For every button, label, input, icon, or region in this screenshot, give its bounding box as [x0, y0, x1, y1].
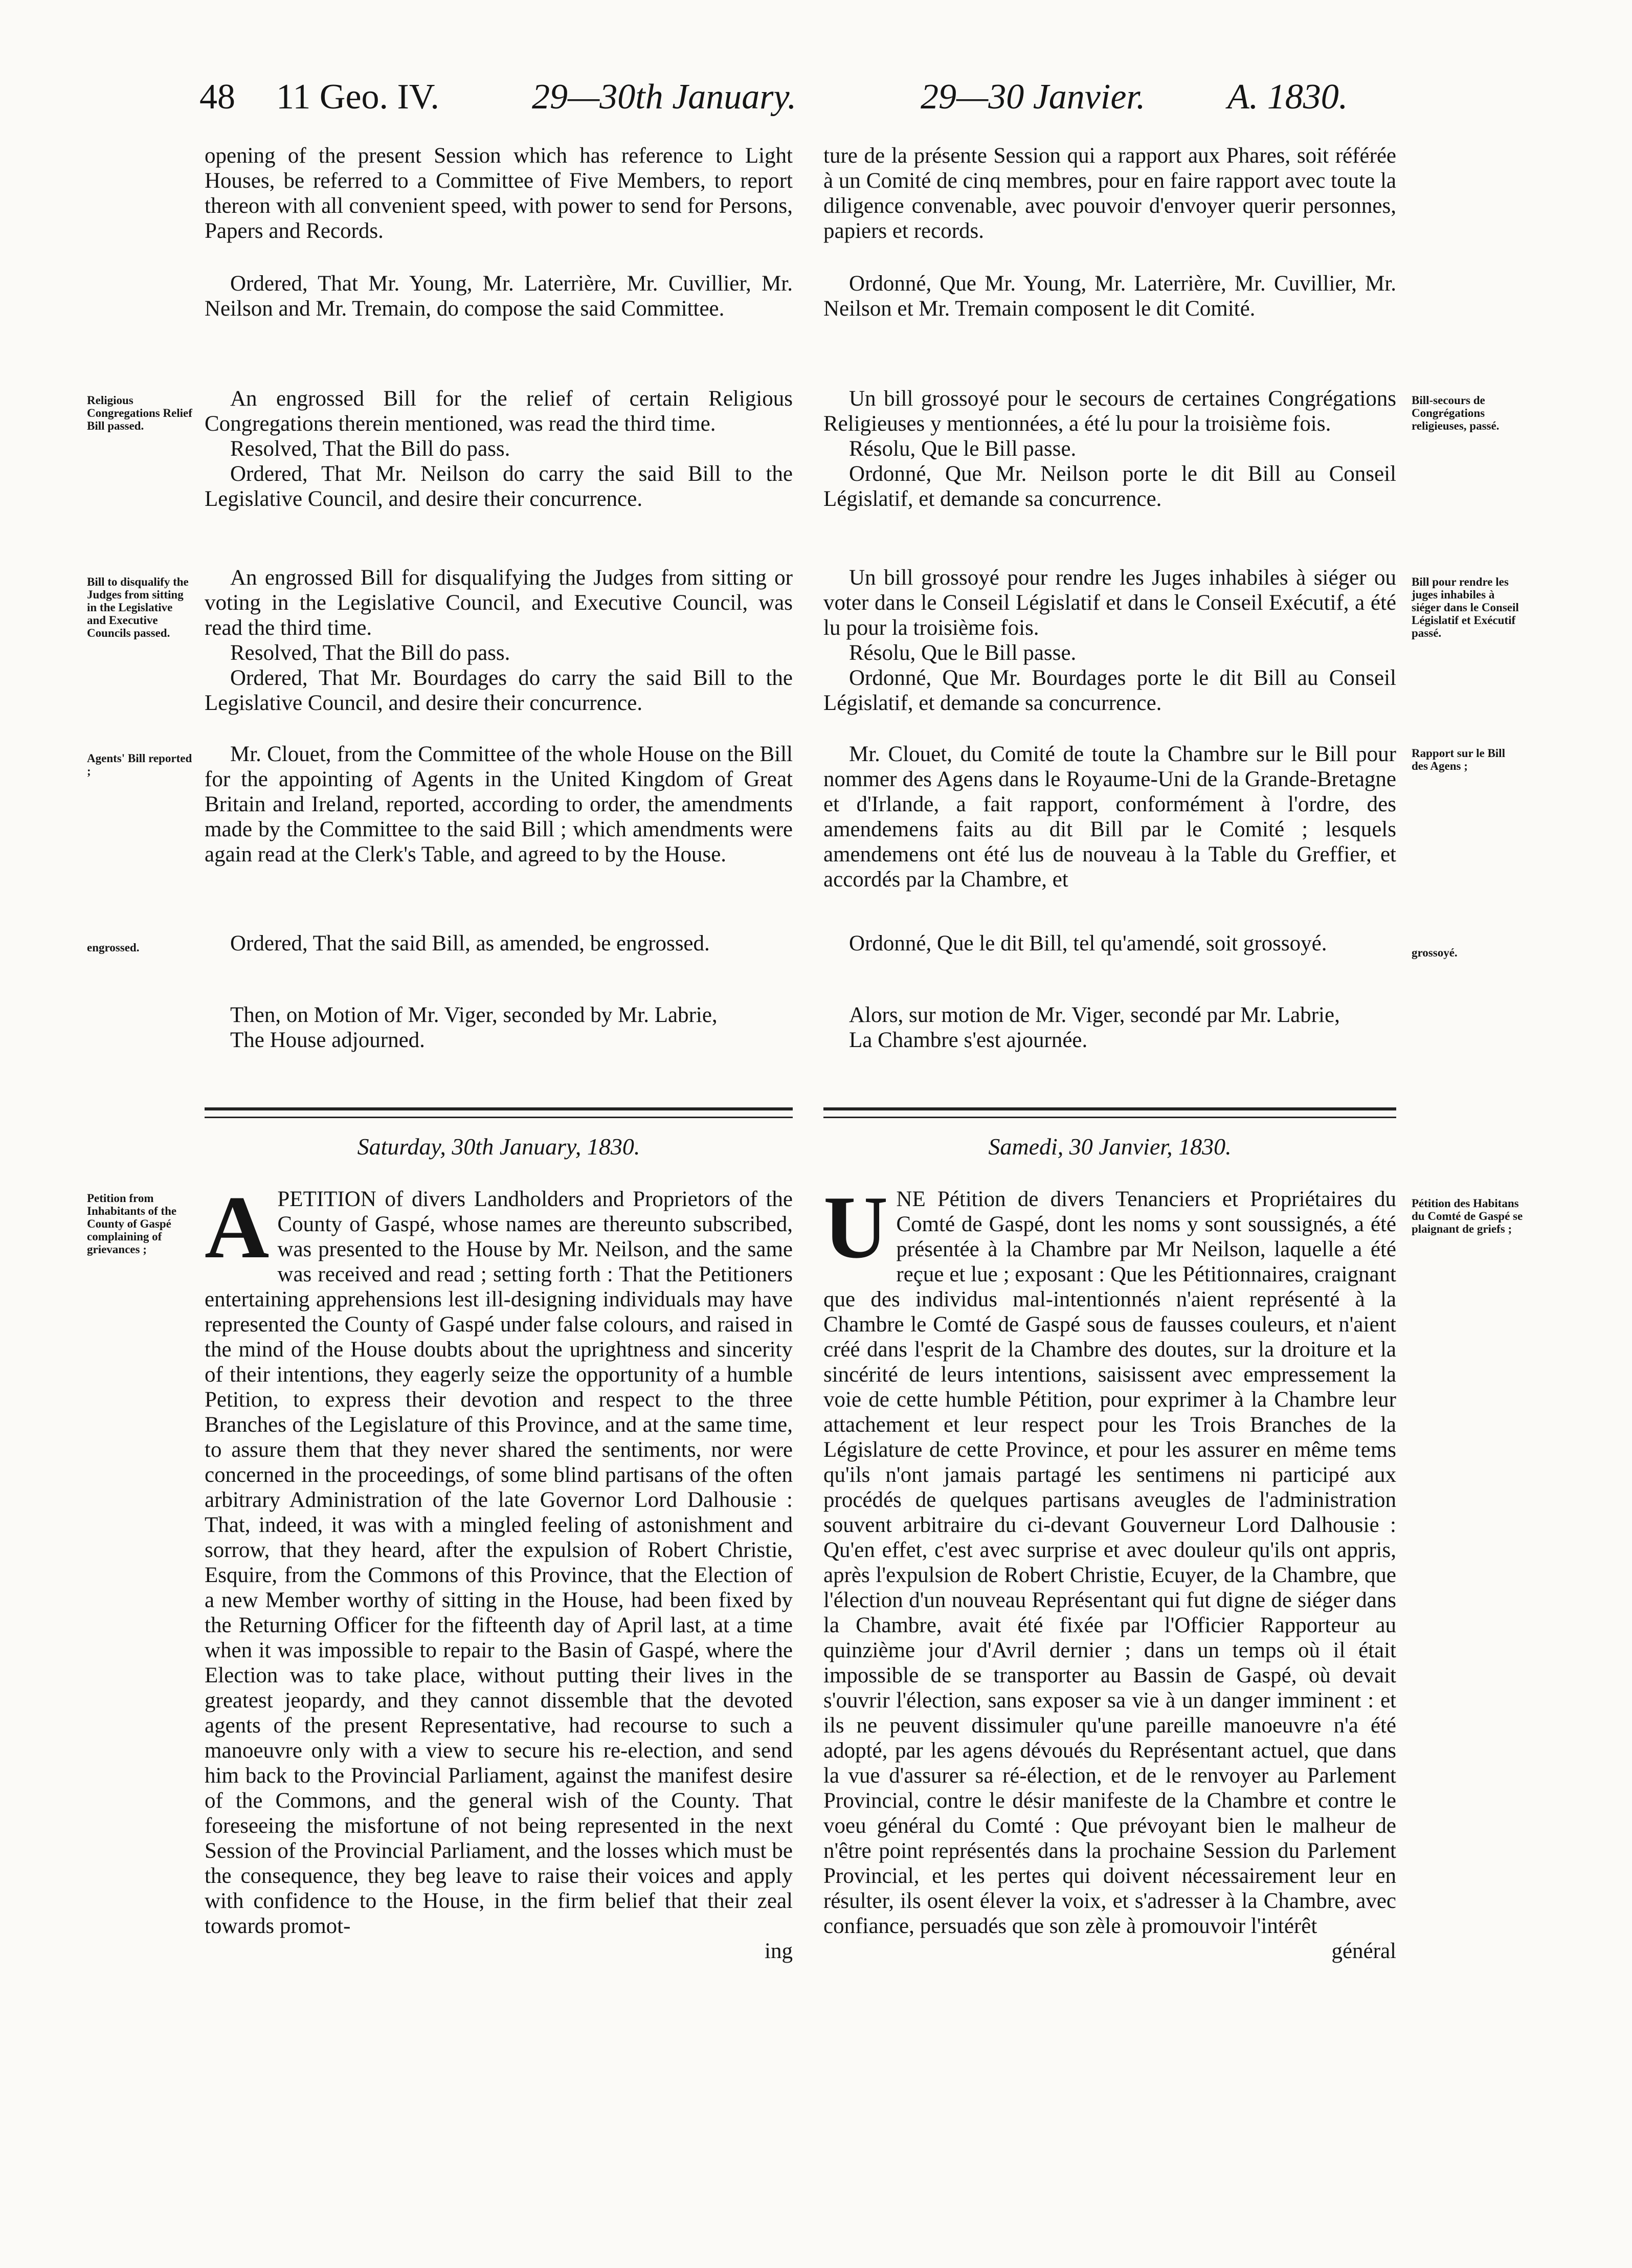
- engrossed-order-en: Ordered, That the said Bill, as amended, be engrossed.: [230, 931, 710, 955]
- day-heading-fr: Samedi, 30 Janvier, 1830.: [988, 1133, 1232, 1160]
- margin-note-petition-fr: Pétition des Habitans du Comté de Gaspé se plaignant de griefs ;: [1412, 1197, 1523, 1235]
- petition-en: A PETITION of divers Landholders and Proprietors of the County of Gaspé, whose names are thereunto subscribed, was presented to the House by Mr. Neilson, and the same was received and read ; setting forth : That the Petitioners entertaining apprehensions lest ill-designing individuals may have represented the County of Gaspé under false colours, and raised in the mind of the House doubts about the uprightness and sincerity of their intentions, they eagerly seize the opportunity of a humble Petition, to express their devotion and respect to the three Branches of the Legislature of this Province, and at the same time, to assure them that they never shared the sentiments, nor were concerned in the proceedings, of some blind partisans of the often arbitrary Administration of the late Governor Lord Dalhousie : That, indeed, it was with a mingled feeling of astonishment and sorrow, that they heard, after the expulsion of Robert Christie, Esquire, from the Commons of this Province, that the Election of a new Member worthy of sitting in the House, had been fixed by the Returning Officer for the fifteenth day of April last, at a time when it was impossible to repair to the Basin of Gaspé, where the Election was to take place, without putting their lives in the greatest jeopardy, and they cannot dissemble that the devoted agents of the present Representative, had recourse to such a manoeuvre only with a view to secure his re-election, and send him back to the Provincial Parliament, against the manifest desire of the Commons, and the general wish of the County. That foreseeing the misfortune of not being represented in the next Session of the Provincial Parliament, and the losses which must be the consequence, they beg leave to raise their voices and apply with confidence to the House, in the firm belief that their zeal towards promot- ing: [205, 1187, 793, 1963]
- adjournment-en: Then, on Motion of Mr. Viger, seconded by Mr. Labrie, The House adjourned.: [230, 1003, 718, 1052]
- engrossed-order-fr: Ordonné, Que le dit Bill, tel qu'amendé, soit grossoyé.: [849, 931, 1327, 955]
- drop-cap-en: A: [205, 1187, 270, 1277]
- opening-en: opening of the present Session which has reference to Light Houses, be referred to a Committee of Five Members, to report thereon with all convenient speed, with power to send for Persons, Papers and Records.: [205, 144, 793, 243]
- judges-bill-en: An engrossed Bill for disqualifying the Judges from sitting or voting in the Legislative Council, and Executive Council, was read the third time. Resolved, That the Bill do pass. Ordered, That Mr. Bourdages do carry the said Bill to the Legislative Council, and desire their concurrence.: [205, 566, 793, 715]
- margin-note-religious-fr: Bill-secours de Congrégations religieuses, passé.: [1412, 394, 1500, 432]
- committee-en: Ordered, That Mr. Young, Mr. Laterrière, Mr. Cuvillier, Mr. Neilson and Mr. Tremain, do compose the said Committee.: [205, 272, 793, 321]
- day-heading-en: Saturday, 30th January, 1830.: [357, 1133, 640, 1160]
- margin-note-judges-fr: Bill pour rendre les juges inhabiles à siéger dans le Conseil Législatif et Exécutif passé.: [1412, 575, 1519, 639]
- religious-bill-fr: Un bill grossoyé pour le secours de certaines Congrégations Religieuses y mentionnées, a été lu pour la troisième fois. Résolu, Que le Bill passe. Ordonné, Que Mr. Neilson porte le dit Bill au Conseil Législatif, et demande sa concurrence.: [823, 387, 1396, 511]
- section-rule-en: [205, 1107, 793, 1118]
- petition-fr: U NE Pétition de divers Tenanciers et Propriétaires du Comté de Gaspé, dont les noms y sont soussignés, a été présentée à la Chambre par Mr Neilson, laquelle a été reçue et lue ; exposant : Que les Pétitionnaires, craignant que des individus mal-intentionnés n'aient représenté à la Chambre le Comté de Gaspé sous de fausses couleurs, et n'aient créé dans l'esprit de la Chambre des doutes, sur la droiture et la sincérité de leurs intentions, saisissent avec empressement la voie de cette humble Pétition, pour exprimer à la Chambre leur attachement et leur respect pour les Trois Branches de la Législature de cette Province, et pour les assurer en même tems qu'ils n'ont jamais partagé les sentimens ni participé aux procédés de quelques partisans aveugles de l'administration souvent arbitraire du ci-devant Gouverneur Lord Dalhousie : Qu'en effet, c'est avec surprise et avec douleur qu'ils ont appris, après l'expulsion de Robert Christie, Ecuyer, de la Chambre, que l'élection d'un nouveau Représentant qui fut digne de siéger dans la Chambre, avait été fixée par l'Officier Rapporteur au quinzième jour d'Avril dernier ; dans un temps où il était impossible de se transporter au Bassin de Gaspé, où devait s'ouvrir l'élection, sans exposer sa vie à un danger imminent : et ils ne peuvent dissimuler qu'une pareille manoeuvre n'a été adopté, par les agens dévoués du Représentant actuel, que dans la vue d'assurer sa ré-élection, et de le renvoyer au Parlement Provincial, contre le désir manifeste de la Chambre et contre le voeu général du Comté : Que prévoyant bien le malheur de n'être point représentés dans la prochaine Session du Parlement Provincial, et les pertes qui doivent nécessairement leur en résulter, ils osent élever la voix, et s'adresser à la Chambre, avec confiance, persuadés que son zèle à promouvoir l'intérêt général: [823, 1187, 1396, 1963]
- header-year: A. 1830.: [1227, 77, 1348, 117]
- margin-note-petition-en: Petition from Inhabitants of the County of Gaspé complaining of grievances ;: [87, 1192, 177, 1256]
- margin-note-religious-en: Religious Congregations Relief Bill passed.: [87, 394, 192, 432]
- margin-note-agents-en: Agents' Bill reported ;: [87, 752, 192, 777]
- header-date-en: 29—30th January.: [532, 77, 797, 117]
- drop-cap-fr: U: [823, 1187, 888, 1277]
- religious-bill-en: An engrossed Bill for the relief of certain Religious Congregations therein mentioned, was read the third time. Resolved, That the Bill do pass. Ordered, That Mr. Neilson do carry the said Bill to the Legislative Council, and desire their concurrence.: [205, 387, 793, 511]
- header-date-fr: 29—30 Janvier.: [921, 77, 1146, 117]
- agents-report-fr: Mr. Clouet, du Comité de toute la Chambre sur le Bill pour nommer des Agens dans le Royaume-Uni de la Grande-Bretagne et d'Irlande, a fait rapport, conformément à l'ordre, des amendemens faits au dit Bill par le Comité ; lesquels amendemens ont été lus de nouveau à la Table du Greffier, et accordés par la Chambre, et: [823, 742, 1396, 892]
- margin-note-judges-en: Bill to disqualify the Judges from sitting in the Legislative and Executive Councils passed.: [87, 575, 189, 639]
- agents-report-en: Mr. Clouet, from the Committee of the whole House on the Bill for the appointing of Agents in the United Kingdom of Great Britain and Ireland, reported, according to order, the amendments made by the Committee to the said Bill ; which amendments were again read at the Clerk's Table, and agreed to by the House.: [205, 742, 793, 866]
- page-header: [199, 77, 1427, 133]
- margin-note-agents-fr: Rapport sur le Bill des Agens ;: [1412, 747, 1505, 772]
- margin-note-engrossed-en: engrossed.: [87, 941, 140, 954]
- margin-note-engrossed-fr: grossoyé.: [1412, 946, 1458, 959]
- reign: 11 Geo. IV.: [276, 77, 439, 117]
- section-rule-fr: [823, 1107, 1396, 1118]
- adjournment-fr: Alors, sur motion de Mr. Viger, secondé par Mr. Labrie, La Chambre s'est ajournée.: [849, 1003, 1340, 1052]
- page-number: 48: [199, 77, 235, 117]
- judges-bill-fr: Un bill grossoyé pour rendre les Juges inhabiles à siéger ou voter dans le Conseil Législatif et dans le Conseil Exécutif, a été lu pour la troisième fois. Résolu, Que le Bill passe. Ordonné, Que Mr. Bourdages porte le dit Bill au Conseil Législatif, et demande sa concurrence.: [823, 566, 1396, 715]
- committee-fr: Ordonné, Que Mr. Young, Mr. Laterrière, Mr. Cuvillier, Mr. Neilson et Mr. Tremain composent le dit Comité.: [823, 272, 1396, 321]
- opening-fr: ture de la présente Session qui a rapport aux Phares, soit référée à un Comité de cinq membres, pour en faire rapport avec toute la diligence convenable, avec pouvoir d'envoyer querir personnes, papiers et records.: [823, 144, 1396, 243]
